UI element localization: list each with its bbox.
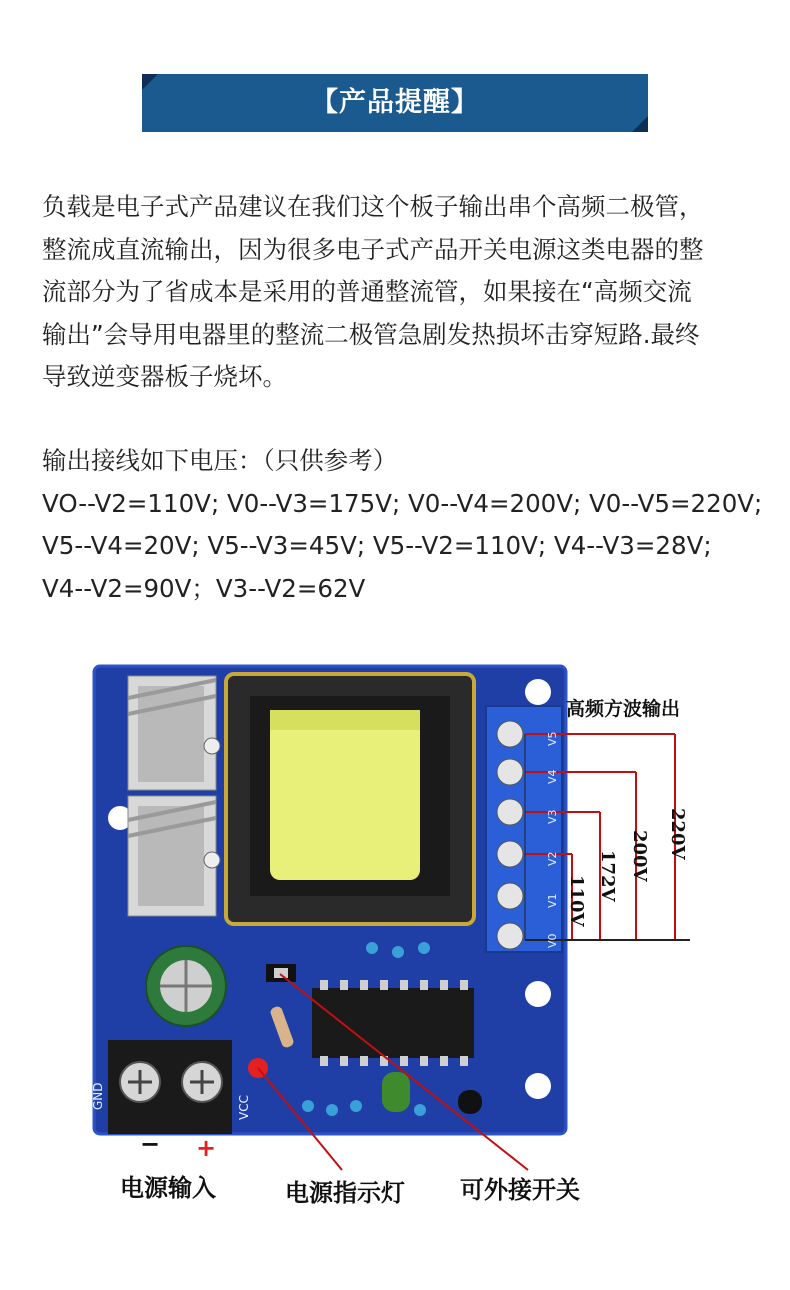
voltage-label: 200V xyxy=(629,830,650,882)
banner-title: 【产品提醒】 xyxy=(311,87,479,118)
wiring-line: VO--V2=110V; V0--V3=175V; V0--V4=200V; V0--V5=220V; xyxy=(42,488,763,518)
voltage-label: 110V xyxy=(566,875,587,927)
notice-line: 输出”会导用电器里的整流二极管急剧发热损坏击穿短路.最终 xyxy=(42,319,700,349)
pin-label: V3 xyxy=(546,809,559,824)
pin-label: V2 xyxy=(546,851,559,866)
mounting-hole xyxy=(525,1073,551,1099)
pin-label: V4 xyxy=(546,769,559,784)
plus-sign: + xyxy=(196,1134,217,1162)
inverter-board-photo xyxy=(80,650,720,1240)
minus-sign: − xyxy=(140,1130,161,1158)
wiring-line: V5--V4=20V; V5--V3=45V; V5--V2=110V; V4--V3=28V; xyxy=(42,531,712,560)
output-label: 高频方波输出 xyxy=(566,698,681,720)
callout-power-input: 电源输入 xyxy=(120,1173,216,1202)
transformer xyxy=(226,674,474,924)
wiring-line: V4--V2=90V；V3--V2=62V xyxy=(42,573,366,603)
callout-power-led: 电源指示灯 xyxy=(285,1178,405,1207)
silk-vcc: VCC xyxy=(237,1095,251,1120)
voltage-label: 220V xyxy=(667,808,688,860)
notice-line: 导致逆变器板子烧坏。 xyxy=(42,362,287,391)
power-input-terminal xyxy=(108,1040,232,1134)
pin-label: V5 xyxy=(546,731,559,746)
notice-paragraph xyxy=(42,186,762,399)
transformer-core xyxy=(270,710,420,880)
heatsink xyxy=(128,676,220,790)
mounting-hole xyxy=(525,679,551,705)
wiring-heading: 输出接线如下电压：（只供参考） xyxy=(42,446,398,475)
wiring-voltages xyxy=(42,440,762,610)
voltage-label: 172V xyxy=(597,850,618,902)
transistor xyxy=(458,1090,482,1114)
mounting-hole xyxy=(525,981,551,1007)
notice-line: 整流成直流输出，因为很多电子式产品开关电源这类电器的整 xyxy=(42,234,704,264)
notice-line: 负载是电子式产品建议在我们这个板子输出串个高频二极管， xyxy=(42,192,704,221)
silk-gnd: GND xyxy=(91,1082,105,1110)
ic-chip xyxy=(312,980,474,1066)
notice-line: 流部分为了省成本是采用的普通整流管，如果接在“高频交流 xyxy=(42,277,692,306)
film-capacitor xyxy=(382,1072,410,1112)
pin-label: V0 xyxy=(546,933,559,948)
callout-ext-switch: 可外接开关 xyxy=(460,1175,580,1204)
section-banner xyxy=(142,74,648,132)
electrolytic-capacitor xyxy=(146,946,226,1026)
pin-label: V1 xyxy=(546,893,559,908)
heatsink xyxy=(128,796,220,916)
board-illustration xyxy=(80,650,720,1240)
